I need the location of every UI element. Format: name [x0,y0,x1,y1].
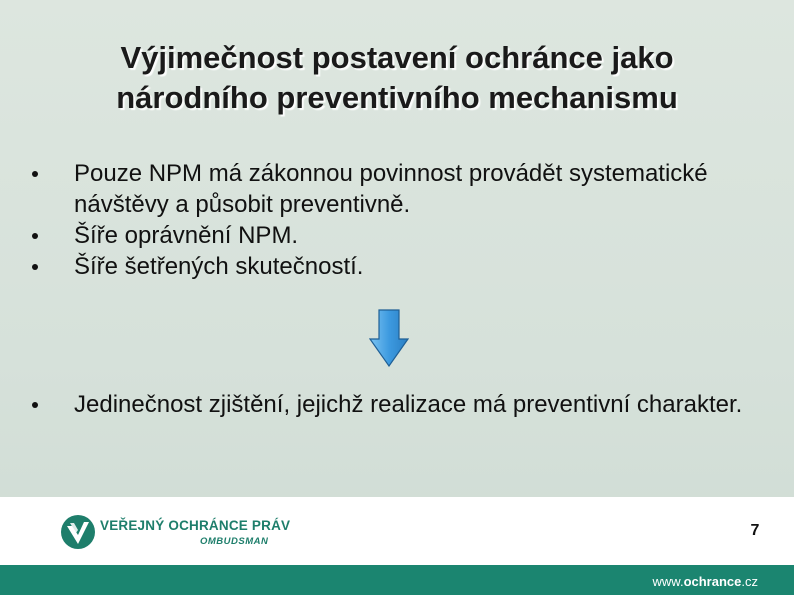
bullet-dot-icon [32,171,38,177]
bullet-list [32,158,752,282]
ombudsman-logo-icon [60,514,96,550]
down-arrow-icon [369,309,409,367]
bottom-bar [0,565,794,595]
conclusion-list [32,389,752,420]
bullet-dot-icon [32,402,38,408]
conclusion-item [32,389,752,420]
bullet-dot-icon [32,264,38,270]
bullet-text: Šíře oprávnění NPM. [74,222,299,249]
url-domain: ochrance [683,574,742,589]
bullet-item [32,251,752,282]
ombudsman-logo [60,514,300,552]
bullet-text: Šíře šetřených skutečností. [74,253,364,280]
page-number: 7 [750,522,760,539]
slide-title [40,38,754,118]
website-link[interactable] [653,574,759,589]
logo-name: VEŘEJNÝ OCHRÁNCE PRÁV [100,518,291,533]
bullet-dot-icon [32,233,38,239]
title-line-2: národního preventivního mechanismu [116,80,678,115]
bullet-item [32,220,752,251]
title-line-1: Výjimečnost postavení ochránce jako [120,40,674,75]
bullet-text: Pouze NPM má zákonnou povinnost provádět systematické návštěvy a působit preventivně. [74,160,708,218]
logo-subtitle: OMBUDSMAN [200,536,269,547]
url-prefix: www. [652,574,684,589]
conclusion-text: Jedinečnost zjištění, jejichž realizace má preventivní charakter. [74,391,743,418]
url-suffix: .cz [741,574,758,589]
bullet-item [32,158,752,220]
